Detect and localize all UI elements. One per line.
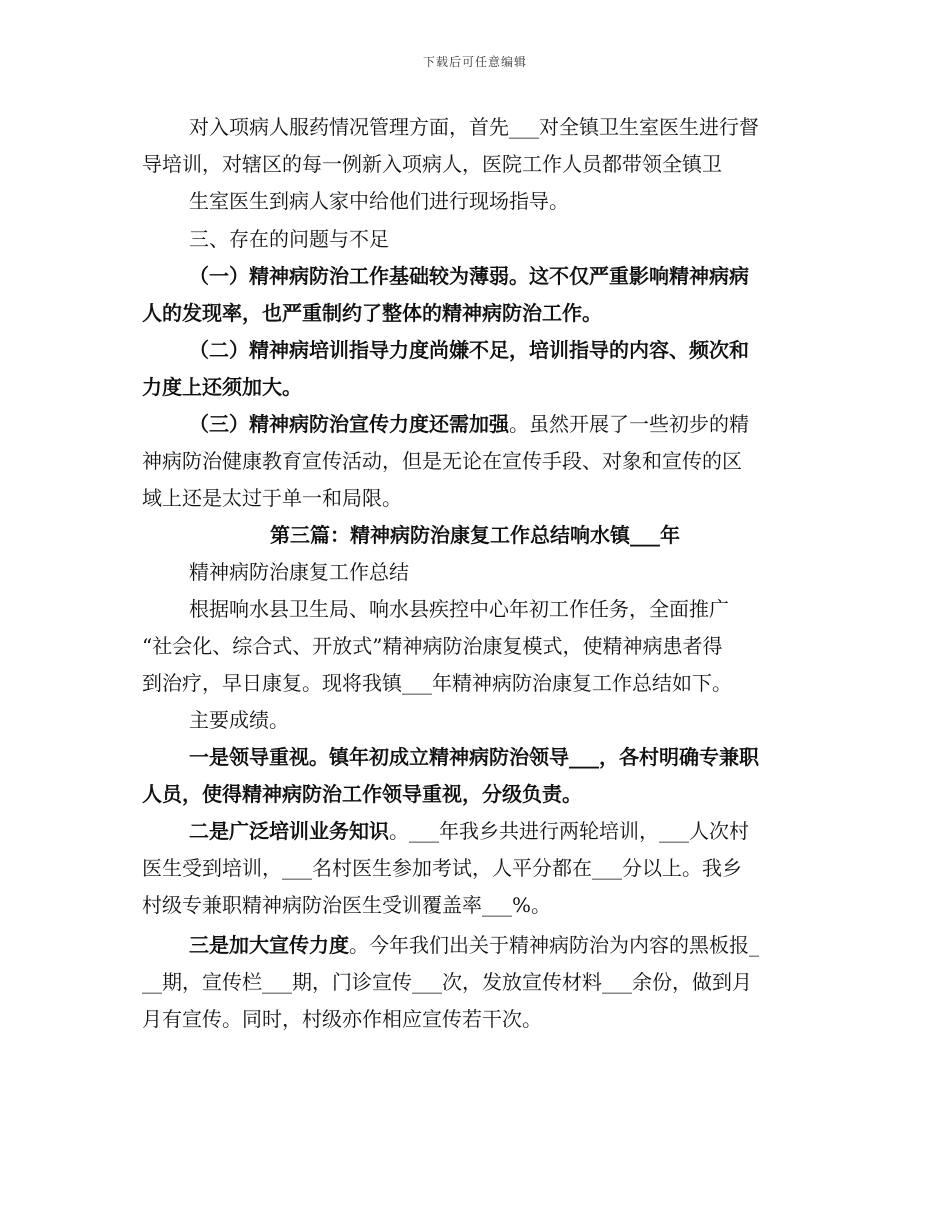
- item-2-heading: 二是广泛培训业务知识: [189, 819, 389, 843]
- problem-1-line: （一）精神病防治工作基础较为薄弱。这不仅严重影响精神病病: [189, 264, 749, 288]
- intro-line: 根据响水县卫生局、响水县疾控中心年初工作任务，全面推广: [189, 597, 729, 621]
- item-2-line: 村级专兼职精神病防治医生受训覆盖率___%。: [142, 893, 552, 917]
- problem-3-line: 域上还是太过于单一和局限。: [142, 486, 402, 510]
- page-header: 下载后可任意编辑: [422, 55, 527, 69]
- problem-1-line: 人的发现率，也严重制约了整体的精神病防治工作。: [142, 301, 602, 325]
- section-heading: 三、存在的问题与不足: [189, 227, 389, 251]
- achievements-heading: 主要成绩。: [189, 708, 289, 732]
- article-subtitle: 精神病防治康复工作总结: [189, 560, 409, 584]
- problem-3-text: 。虽然开展了一些初步的精: [509, 412, 749, 436]
- paragraph-line: 对入项病人服药情况管理方面，首先___对全镇卫生室医生进行督: [189, 115, 759, 139]
- item-3-line: 月有宣传。同时，村级亦作相应宣传若干次。: [142, 1007, 542, 1031]
- item-3-line: [189, 930, 759, 960]
- paragraph-line: 导培训，对辖区的每一例新入项病人，医院工作人员都带领全镇卫: [142, 152, 722, 176]
- item-2-line: [189, 816, 749, 846]
- item-2-text: 。___年我乡共进行两轮培训，___人次村: [389, 819, 749, 843]
- item-3-heading: 三是加大宣传力度: [189, 933, 349, 957]
- item-2-line: 医生受到培训，___名村医生参加考试，人平分都在___分以上。我乡: [142, 856, 742, 880]
- problem-3-line: 神病防治健康教育宣传活动，但是无论在宣传手段、对象和宣传的区: [142, 449, 742, 473]
- item-3-line: __期，宣传栏___期，门诊宣传___次，发放宣传材料___余份，做到月: [142, 970, 752, 994]
- problem-3-heading: （三）精神病防治宣传力度还需加强: [189, 412, 509, 436]
- item-3-text: 。今年我们出关于精神病防治为内容的黑板报_: [349, 933, 759, 957]
- item-1-line: 人员，使得精神病防治工作领导重视，分级负责。: [142, 782, 582, 806]
- intro-line: 到治疗，早日康复。现将我镇___年精神病防治康复工作总结如下。: [142, 671, 732, 695]
- article-title: 第三篇：精神病防治康复工作总结响水镇___年: [270, 523, 680, 547]
- intro-line: “社会化、综合式、开放式”精神病防治康复模式，使精神病患者得: [142, 634, 723, 658]
- item-1-line: 一是领导重视。镇年初成立精神病防治领导___，各村明确专兼职: [189, 745, 759, 769]
- problem-2-line: 力度上还须加大。: [142, 375, 302, 399]
- paragraph-line: 生室医生到病人家中给他们进行现场指导。: [189, 189, 569, 213]
- problem-3-line: [189, 409, 749, 439]
- problem-2-line: （二）精神病培训指导力度尚嫌不足，培训指导的内容、频次和: [189, 338, 749, 362]
